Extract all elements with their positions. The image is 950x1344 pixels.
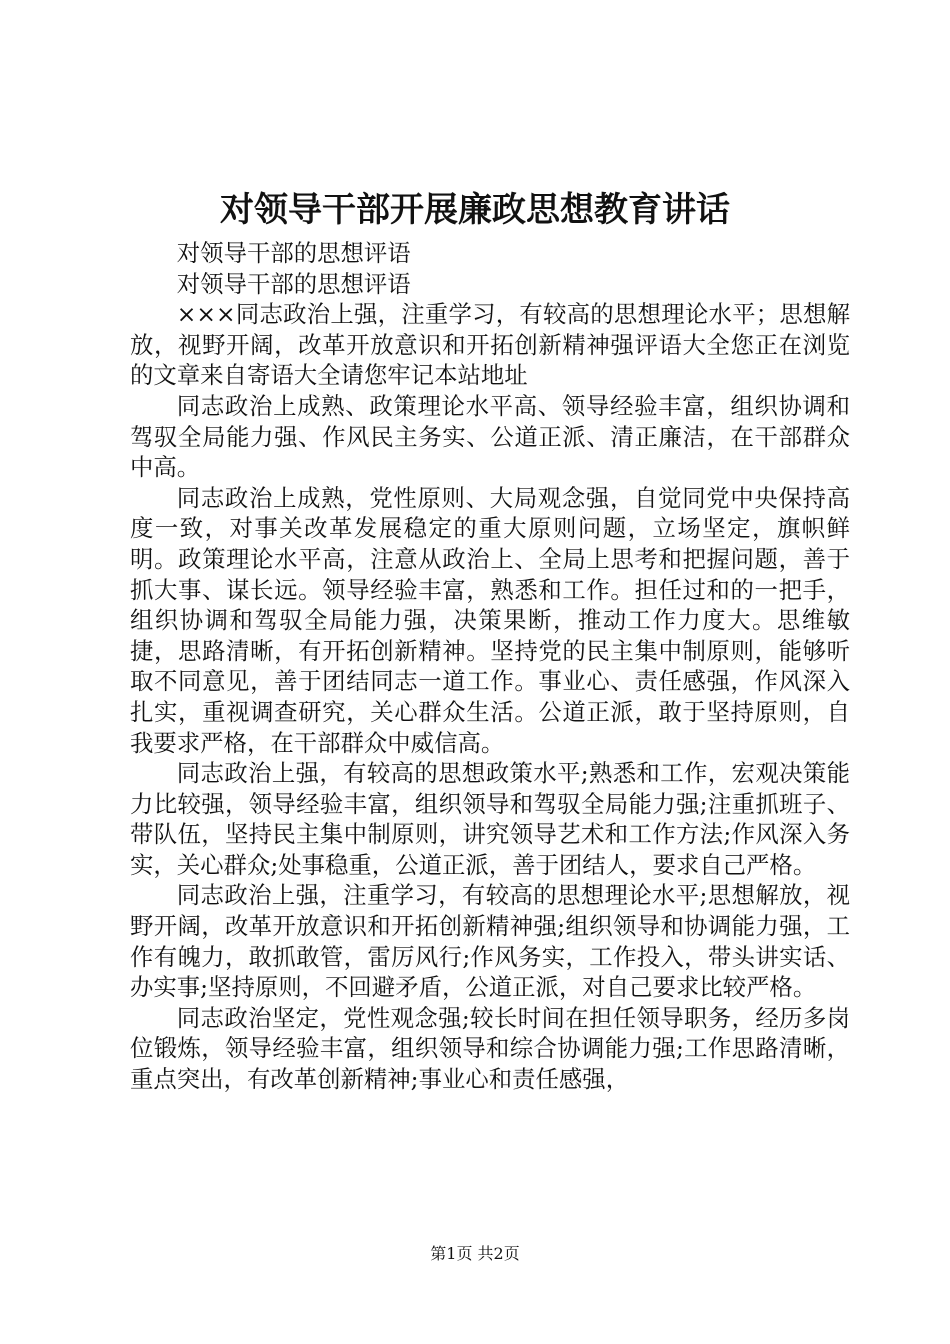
paragraph: 同志政治上强，有较高的思想政策水平;熟悉和工作，宏观决策能力比较强，领导经验丰富，组织领导和驾驭全局能力强;注重抓班子、带队伍，坚持民主集中制原则，讲究领导艺术和工作方法;作风深入务实，关心群众;处事稳重，公道正派，善于团结人，要求自己严格。 <box>130 759 850 879</box>
paragraph: 同志政治坚定，党性观念强;较长时间在担任领导职务，经历多岗位锻炼，领导经验丰富，组织领导和综合协调能力强;工作思路清晰，重点突出，有改革创新精神;事业心和责任感强， <box>130 1003 850 1094</box>
paragraph: 对领导干部的思想评语 <box>176 239 411 267</box>
document-body <box>130 238 850 1095</box>
paragraph: 同志政治上成熟、政策理论水平高、领导经验丰富，组织协调和驾驭全局能力强、作风民主务实、公道正派、清正廉洁，在干部群众中高。 <box>130 391 850 482</box>
paragraph: 对领导干部的思想评语 <box>176 269 411 298</box>
paragraph: ×××同志政治上强，注重学习，有较高的思想理论水平；思想解放，视野开阔，改革开放意识和开拓创新精神强评语大全您正在浏览的文章来自寄语大全请您牢记本站地址 <box>130 300 850 390</box>
paragraph: 同志政治上成熟，党性原则、大局观念强，自觉同党中央保持高度一致，对事关改革发展稳定的重大原则问题，立场坚定，旗帜鲜明。政策理论水平高，注意从政治上、全局上思考和把握问题，善于抓大事、谋长远。领导经验丰富，熟悉和工作。担任过和的一把手，组织协调和驾驭全局能力强，决策果断，推动工作力度大。思维敏捷，思路清晰，有开拓创新精神。坚持党的民主集中制原则，能够听取不同意见，善于团结同志一道工作。事业心、责任感强，作风深入扎实，重视调查研究，关心群众生活。公道正派，敢于坚持原则，自我要求严格，在干部群众中威信高。 <box>130 483 850 757</box>
document-title: 对领导干部开展廉政思想教育讲话 <box>220 190 730 230</box>
page-number-footer: 第1页 共2页 <box>430 1244 520 1263</box>
paragraph: 同志政治上强，注重学习，有较高的思想理论水平;思想解放，视野开阔，改革开放意识和开拓创新精神强;组织领导和协调能力强，工作有魄力，敢抓敢管，雷厉风行;作风务实，工作投入，带头讲实话、办实事;坚持原则，不回避矛盾，公道正派，对自己要求比较严格。 <box>130 881 850 1002</box>
